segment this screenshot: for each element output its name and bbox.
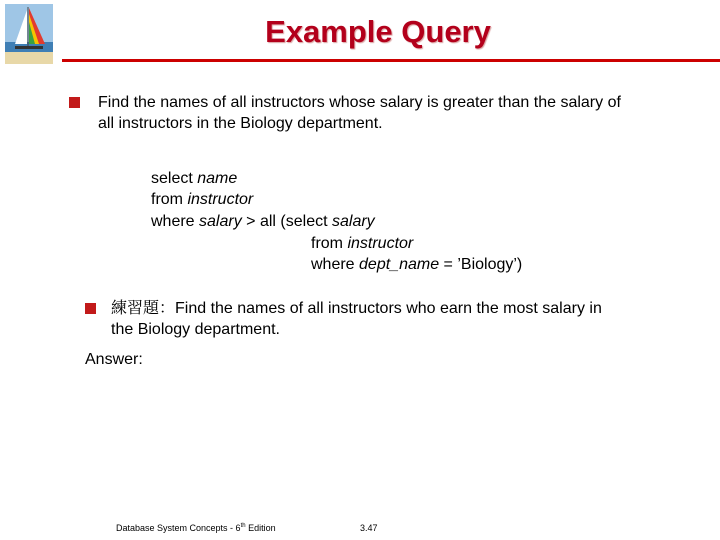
sql-identifier: instructor bbox=[187, 191, 254, 208]
bullet-marker bbox=[69, 97, 80, 108]
sql-operator: > all (select bbox=[246, 213, 328, 230]
sql-keyword: from bbox=[151, 191, 183, 208]
bullet-text-1: Find the names of all instructors whose salary is greater than the salary of all instructors in the Biology department. bbox=[98, 94, 621, 132]
sql-literal: = ’Biology’) bbox=[443, 256, 523, 273]
slide-title: Example Query bbox=[265, 14, 491, 49]
sql-identifier: instructor bbox=[347, 235, 414, 252]
bullet-text-2-line2: the Biology department. bbox=[111, 321, 280, 338]
sql-identifier: salary bbox=[332, 213, 375, 230]
title-divider bbox=[62, 59, 720, 62]
footer-book-suffix: Edition bbox=[245, 523, 276, 533]
answer-label: Answer: bbox=[85, 351, 143, 368]
sql-keyword: where bbox=[151, 213, 195, 230]
footer-book-prefix: Database System Concepts - 6 bbox=[116, 523, 241, 533]
sql-keyword: select bbox=[151, 170, 193, 187]
footer-book-title bbox=[116, 523, 276, 533]
sql-identifier: salary bbox=[199, 213, 242, 230]
sql-identifier: name bbox=[197, 170, 238, 187]
bullet-marker bbox=[85, 303, 96, 314]
footer-book-sup: th bbox=[240, 523, 246, 529]
sql-keyword: where bbox=[311, 256, 355, 273]
bullet-text-2-line1: 練習題：Find the names of all instructors who earn the most salary in bbox=[111, 300, 602, 317]
footer-page-number: 3.47 bbox=[360, 523, 378, 533]
sql-identifier: dept_name bbox=[359, 256, 440, 273]
sql-keyword: from bbox=[311, 235, 343, 252]
